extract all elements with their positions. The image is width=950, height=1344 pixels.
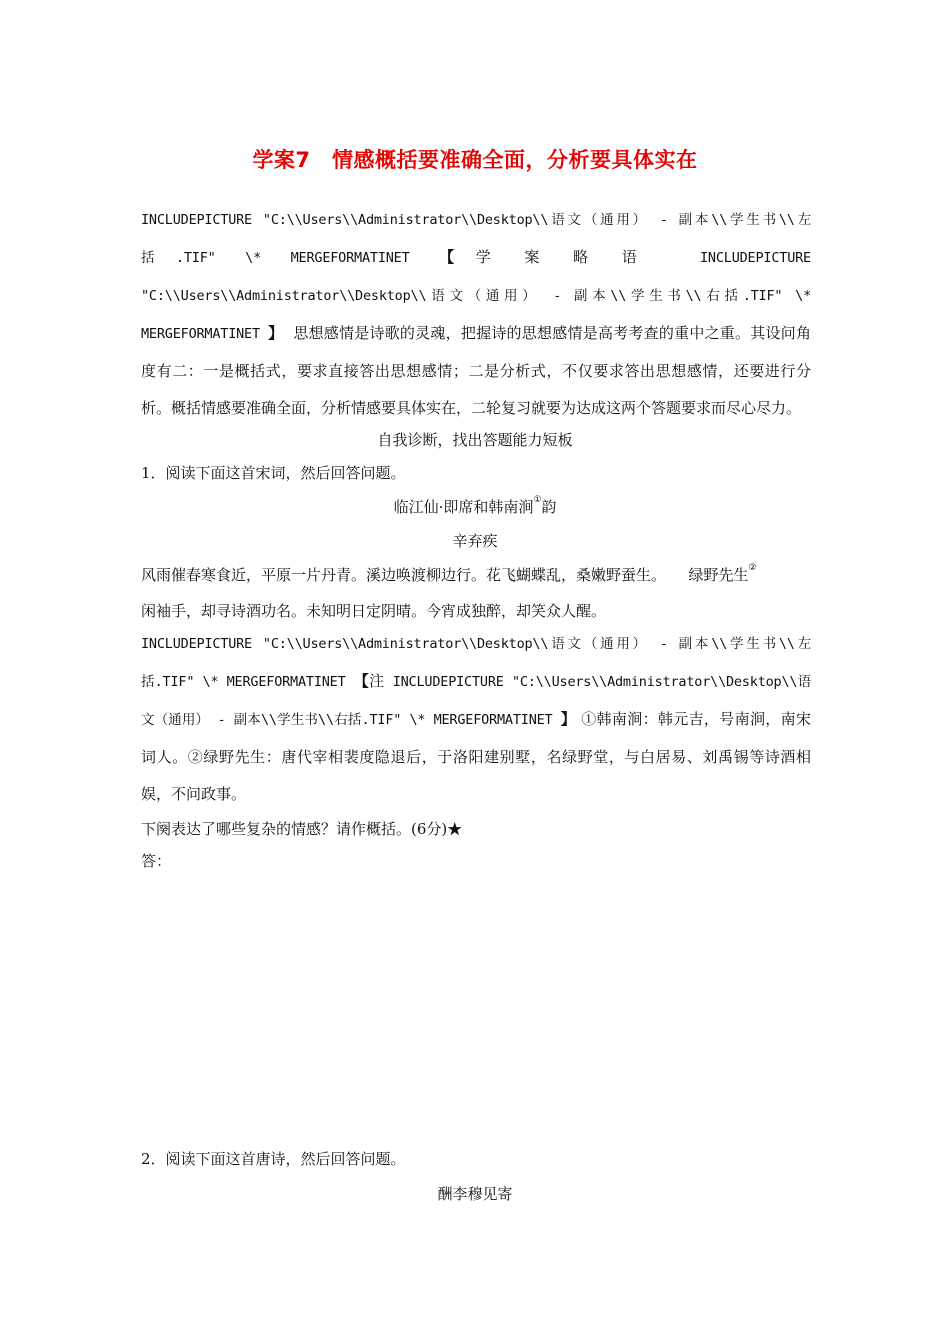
section-heading: 自我诊断，找出答题能力短板 [377,431,573,449]
intro-paragraph [141,201,811,427]
intro-text: 思想感情是诗歌的灵魂，把握诗的思想感情是高考考查的重中之重。其设问角度有二：一是概括式，要求直接答出思想感情；二是分析式，不仅要求答出思想感情，还要进行分析。概括情感要准确全面，分析情感要具体实在，二轮复习就要为达成这两个答题要求而尽心尽力。 [141,324,811,417]
question-2-prompt: 2．阅读下面这首唐诗，然后回答问题。 [141,1150,406,1168]
question-1-text: 下阕表达了哪些复杂的情感？请作概括。(6分)★ [141,820,463,838]
poem-title: 酬李穆见寄 [437,1185,513,1203]
note-label: 注 [369,672,385,690]
bracket-close: 】 [560,710,577,728]
answer-label: 答： [141,852,172,870]
field-code: INCLUDEPICTURE "C:\\Users\\Administrator\\Desktop\\语文（通用） - 副本\\学生书\\左括.TIF" \* MERGEFORMATINET [141,636,811,690]
note-text: ①韩南涧：韩元吉，号南涧，南宋词人。②绿野先生：唐代宰相裴度隐退后，于洛阳建别墅，名绿野堂，与白居易、刘禹锡等诗酒相娱，不问政事。 [141,710,811,803]
field-code: INCLUDEPICTURE "C:\\Users\\Administrator\\Desktop\\语文（通用） - 副本\\学生书\\右括.TIF" \* MERGEFORMATINET [141,674,811,728]
bracket-open: 【 [353,672,370,690]
poem-line: 闲袖手，却寻诗酒功名。未知明日定阴晴。今宵成独醉，却笑众人醒。 [141,602,607,620]
poem-author: 辛弃疾 [452,532,498,550]
field-code: INCLUDEPICTURE "C:\\Users\\Administrator\\Desktop\\语文（通用） - 副本\\学生书\\左括.TIF" \* MERGEFORMATINET [141,212,811,266]
footnote-mark: ① [533,495,542,505]
poem-title: 临江仙·即席和韩南涧①韵 [393,495,557,516]
bracket-open: 【 [439,248,476,266]
poem-line: 风雨催春寒食近，平原一片丹青。溪边唤渡柳边行。花飞蝴蝶乱，桑嫩野蚕生。 绿野先生② [141,563,757,584]
bracket-close: 】 [268,324,284,342]
question-1-prompt: 1．阅读下面这首宋词，然后回答问题。 [141,464,406,482]
field-code: INCLUDEPICTURE "C:\\Users\\Administrator\\Desktop\\语文（通用） - 副本\\学生书\\右括.TIF" \* MERGEFORMATINET [141,250,811,342]
intro-label: 学案略语 [475,248,671,266]
footnote-mark: ② [748,563,757,573]
page-title: 学案7 情感概括要准确全面，分析要具体实在 [252,148,698,172]
poem-notes [141,625,811,813]
